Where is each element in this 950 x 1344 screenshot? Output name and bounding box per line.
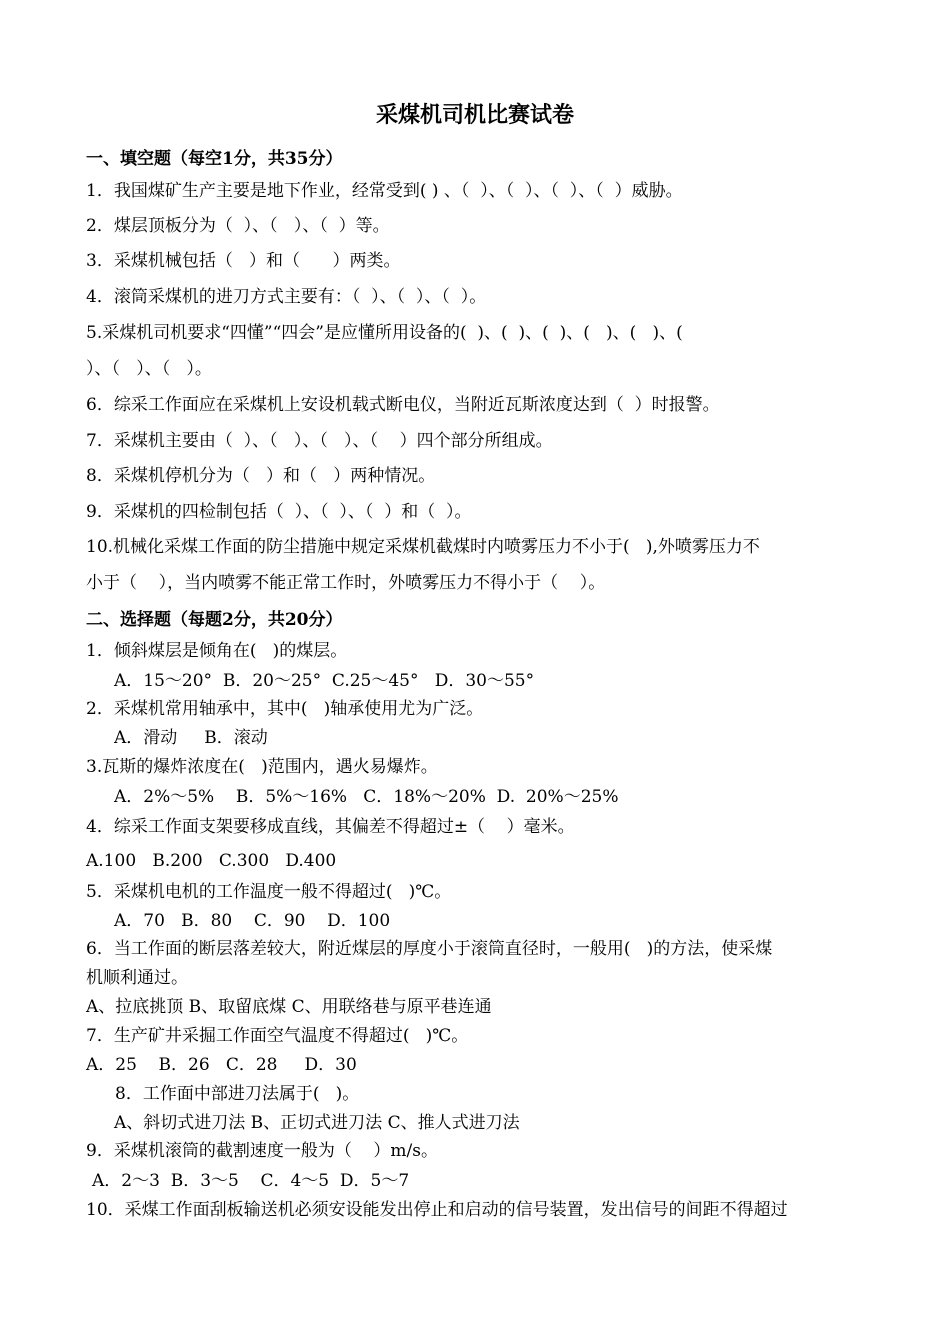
choice-options: A．25 B．26 C．28 D．30 — [86, 1055, 357, 1075]
choice-options: A、斜切式进刀法 B、正切式进刀法 C、推人式进刀法 — [114, 1113, 520, 1133]
question-line: 6．综采工作面应在采煤机上安设机载式断电仪，当附近瓦斯浓度达到（ ）时报警。 — [86, 395, 720, 415]
choice-options: A.100 B.200 C.300 D.400 — [86, 851, 337, 871]
question-line: 3.瓦斯的爆炸浓度在( )范围内，遇火易爆炸。 — [86, 757, 438, 777]
question-line: 7．生产矿井采掘工作面空气温度不得超过( )℃。 — [86, 1026, 469, 1046]
question-line-continued: 小于（ ），当内喷雾不能正常工作时，外喷雾压力不得小于（ ）。 — [86, 573, 606, 593]
question-line: 7．采煤机主要由（ ）、（ ）、（ ）、（ ）四个部分所组成。 — [86, 431, 553, 451]
question-line: 5.采煤机司机要求“四懂”“四会”是应懂所用设备的( )、( )、( )、( )、( )、( — [86, 323, 683, 343]
question-line: 9．采煤机滚筒的截割速度一般为（ ）m/s。 — [86, 1141, 439, 1161]
question-line: 8．采煤机停机分为（ ）和（ ）两种情况。 — [86, 466, 436, 486]
question-line: 9．采煤机的四检制包括（ ）、（ ）、（ ）和（ ）。 — [86, 502, 472, 522]
choice-options: A．滑动 B．滚动 — [114, 728, 268, 748]
section-heading-fill-blank: 一、填空题（每空1分，共35分） — [86, 149, 343, 169]
question-line: 1．倾斜煤层是倾角在( )的煤层。 — [86, 641, 348, 661]
question-line: 2．煤层顶板分为（ ）、（ ）、（ ）等。 — [86, 216, 390, 236]
section-heading-multiple-choice: 二、选择题（每题2分，共20分） — [86, 610, 343, 630]
choice-options: A．2～3 B．3～5 C．4～5 D．5～7 — [92, 1171, 410, 1191]
page-title: 采煤机司机比赛试卷 — [375, 102, 574, 128]
question-line: 10．采煤工作面刮板输送机必须安设能发出停止和启动的信号装置，发出信号的间距不得超过 — [86, 1200, 788, 1220]
choice-options: A、拉底挑顶 B、取留底煤 C、用联络巷与原平巷连通 — [86, 997, 492, 1017]
question-line: 1．我国煤矿生产主要是地下作业，经常受到( ) 、（ ）、（ ）、（ ）、（ ）威胁。 — [86, 181, 683, 201]
question-line: 4．综采工作面支架要移成直线，其偏差不得超过±（ ）毫米。 — [86, 817, 575, 837]
choice-options: A．15～20° B．20～25° C.25～45° D．30～55° — [114, 671, 535, 691]
question-line: 4．滚筒采煤机的进刀方式主要有：（ ）、（ ）、（ ）。 — [86, 287, 487, 307]
question-line: 5．采煤机电机的工作温度一般不得超过( )℃。 — [86, 882, 452, 902]
question-line-continued: ）、（ ）、（ ）。 — [86, 359, 212, 379]
question-line: 8．工作面中部进刀法属于( )。 — [115, 1084, 360, 1104]
question-line-continued: 机顺利通过。 — [86, 968, 188, 988]
choice-options: A．2%～5% B．5%～16% C．18%～20% D. 20%～25% — [114, 787, 619, 807]
choice-options: A．70 B．80 C．90 D．100 — [114, 911, 391, 931]
question-line: 10.机械化采煤工作面的防尘措施中规定采煤机截煤时内喷雾压力不小于( ),外喷雾压力不 — [86, 537, 760, 557]
question-line: 3．采煤机械包括（ ）和（ ）两类。 — [86, 251, 401, 271]
question-line: 2．采煤机常用轴承中，其中( )轴承使用尤为广泛。 — [86, 699, 484, 719]
question-line: 6．当工作面的断层落差较大，附近煤层的厚度小于滚筒直径时，一般用( )的方法，使采煤 — [86, 939, 773, 959]
